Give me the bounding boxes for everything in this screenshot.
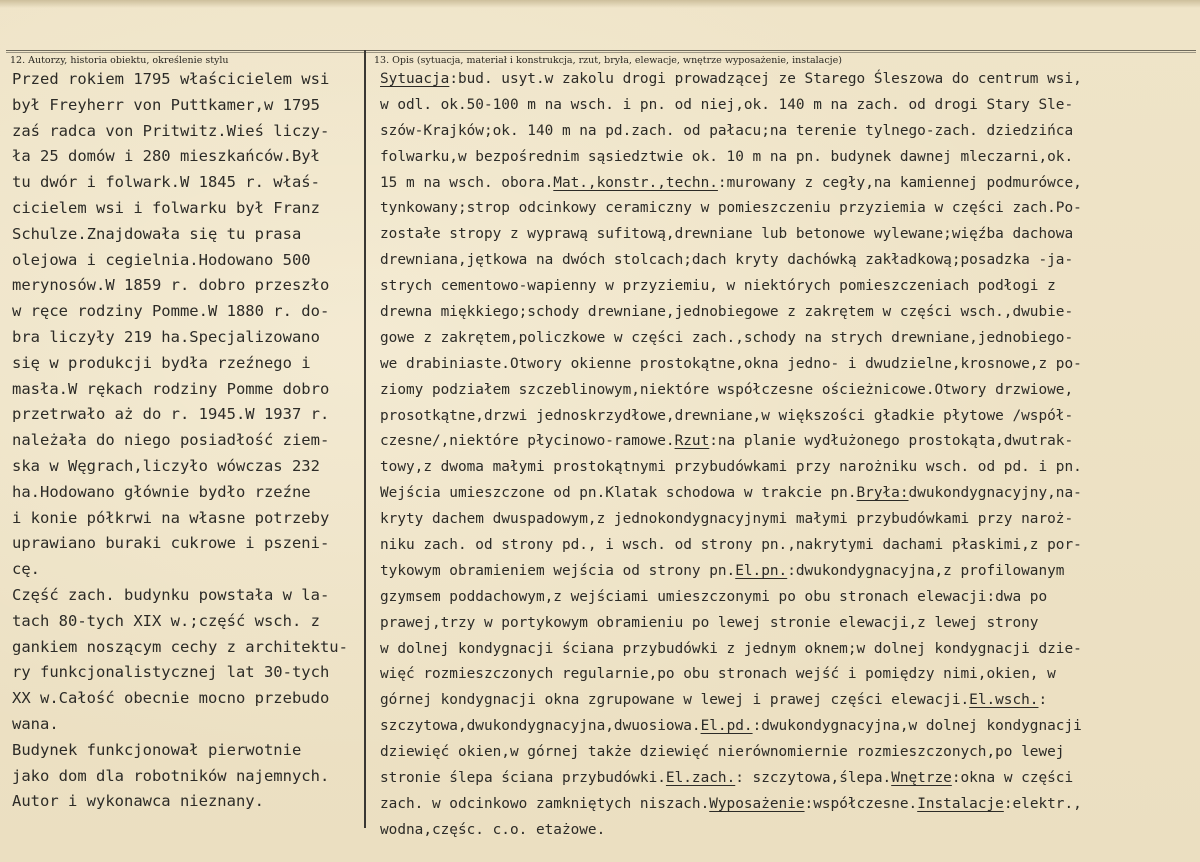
- description-text-line: [380, 455, 1195, 481]
- text-segment: kryty dachem dwuspadowym,z jednokondygnacyjnymi małymi przybudówkami przy naroż-: [380, 511, 1074, 528]
- description-text-line: [380, 688, 1195, 714]
- description-text-line: [380, 67, 1195, 93]
- description-text-line: [380, 145, 1195, 171]
- history-text-line: Schulze.Znajdowała się tu prasa: [12, 224, 302, 243]
- description-text-line: [380, 766, 1195, 792]
- header-rule: [6, 50, 1196, 51]
- text-segment: zach. w odcinkowo zamkniętych niszach.: [380, 795, 710, 812]
- history-text-line: masła.W rękach rodziny Pomme dobro: [12, 379, 330, 398]
- description-text-line: [380, 429, 1195, 455]
- description-text-line: [380, 740, 1195, 766]
- text-segment: : szczytowa,ślepa.: [735, 770, 892, 787]
- description-text-line: [380, 274, 1195, 300]
- text-segment: :dwukondygnacyjna,w dolnej kondygnacji: [752, 718, 1082, 735]
- history-text-line: należała do niego posiadłość ziem-: [12, 431, 330, 450]
- description-text-line: [380, 300, 1195, 326]
- history-text-line: w ręce rodziny Pomme.W 1880 r. do-: [12, 302, 330, 321]
- history-text-line: Autor i wykonawca nieznany.: [12, 792, 264, 811]
- history-text-line: był Freyherr von Puttkamer,w 1795: [12, 95, 320, 114]
- description-text-line: [380, 662, 1195, 688]
- text-segment: :na planie wydłużonego prostokąta,dwutrak-: [709, 433, 1074, 450]
- text-segment: strych cementowo-wapienny w przyziemiu, w niektórych pomieszczeniach podłogi z: [380, 278, 1056, 295]
- text-segment: :okna w części: [951, 770, 1074, 787]
- history-text-line: tu dwór i folwark.W 1845 r. właś-: [12, 173, 320, 192]
- text-segment: górnej kondygnacji okna zgrupowane w lewej i prawej części elewacji.: [380, 692, 970, 709]
- history-text-line: ry funkcjonalistycznej lat 30-tych: [12, 663, 330, 682]
- description-text-line: [380, 222, 1195, 248]
- history-text-line: wana.: [12, 714, 59, 733]
- text-segment: :dwukondygnacyjna,z profilowanym: [787, 562, 1065, 579]
- section-heading: Bryła:: [856, 485, 909, 502]
- text-segment: gowe z zakrętem,policzkowe w części zach.,schody na strych drewniane,jednobiego-: [380, 329, 1074, 346]
- text-segment: Wejścia umieszczone od pn.Klatak schodowa w trakcie pn.: [380, 485, 857, 502]
- text-segment: dwukondygnacyjny,na-: [908, 485, 1082, 502]
- history-text-line: Budynek funkcjonował pierwotnie: [12, 740, 302, 759]
- history-text-line: olejowa i cegielnia.Hodowano 500: [12, 250, 311, 269]
- text-segment: stronie ślepa ściana przybudówki.: [380, 770, 666, 787]
- description-text-line: [380, 559, 1195, 585]
- section-heading: El.wsch.: [969, 692, 1039, 709]
- text-segment: tynkowany;strop odcinkowy ceramiczny w pomieszczeniu przyziemia w części zach.Po-: [380, 200, 1082, 217]
- description-text-line: [380, 196, 1195, 222]
- history-text-line: ha.Hodowano głównie bydło rzeźne: [12, 482, 311, 501]
- text-segment: więć rozmieszczonych regularnie,po obu stronach wejść i pomiędzy nimi,okien, w: [380, 666, 1056, 683]
- description-column: [380, 67, 1195, 844]
- history-text-line: ska w Węgrach,liczyło wówczas 232: [12, 456, 320, 475]
- text-segment: tykowym obramieniem wejścia od strony pn.: [380, 562, 736, 579]
- history-column: [12, 67, 362, 815]
- history-text-line: merynosów.W 1859 r. dobro przeszło: [12, 276, 330, 295]
- history-text-line: Przed rokiem 1795 właścicielem wsi: [12, 70, 330, 88]
- text-segment: wodna,częśc. c.o. etażowe.: [380, 821, 606, 838]
- text-segment: zostałe stropy z wyprawą sufitową,drewniane lub betonowe wylewane;więźba dachowa: [380, 226, 1074, 243]
- description-text-line: [380, 378, 1195, 404]
- text-segment: gzymsem poddachowym,z wejściami umieszczonymi po obu stronach elewacji:dwa po: [380, 588, 1048, 605]
- text-segment: :elektr.,: [1003, 795, 1082, 812]
- header-rule-secondary: [6, 52, 1196, 53]
- history-text-line: uprawiano buraki cukrowe i pszeni-: [12, 534, 330, 553]
- section-heading: El.zach.: [665, 770, 736, 787]
- description-text-line: [380, 119, 1195, 145]
- description-text-line: [380, 352, 1195, 378]
- section-heading: Mat.,konstr.,techn.: [553, 174, 718, 191]
- history-text-line: XX w.Całość obecnie mocno przebudo: [12, 689, 330, 708]
- history-text-line: się w produkcji bydła rzeźnego i: [12, 353, 311, 372]
- column-divider: [364, 50, 366, 828]
- text-segment: drewniana,jętkowa na dwóch stolcach;dach kryty dachówką zakładkową;posadzka -ja-: [380, 252, 1074, 269]
- description-text-line: [380, 585, 1195, 611]
- description-text-line: [380, 533, 1195, 559]
- text-segment: prosotkątne,drzwi jednoskrzydłowe,drewniane,w większości gładkie płytowe /współ-: [380, 407, 1074, 424]
- description-text-line: [380, 611, 1195, 637]
- description-text-line: [380, 93, 1195, 119]
- history-text-line: bra liczyły 219 ha.Specjalizowano: [12, 327, 320, 346]
- text-segment: w dolnej kondygnacji ściana przybudówki z jednym oknem;w dolnej kondygnacji dzie-: [380, 640, 1082, 657]
- text-segment: czesne/,niektóre płycinowo-ramowe.: [380, 433, 675, 450]
- history-text-line: cicielem wsi i folwarku był Franz: [12, 198, 320, 217]
- text-segment: we drabiniaste.Otwory okienne prostokątne,okna jedno- i dwudzielne,krosnowe,z po-: [380, 355, 1082, 372]
- history-text-line: gankiem noszącym cechy z architektu-: [12, 637, 348, 656]
- section-heading: Wyposażenie: [709, 795, 805, 812]
- section-13-header: 13. Opis (sytuacja, materiał i konstrukcja, rzut, bryła, elewacje, wnętrze wyposażenie, instalacje): [374, 55, 842, 66]
- description-text-line: [380, 818, 1195, 844]
- section-heading: Instalacje: [917, 795, 1004, 812]
- history-text-line: i konie półkrwi na własne potrzeby: [12, 508, 330, 527]
- text-segment: drewna miękkiego;schody drewniane,jednobiegowe z zakrętem w części wsch.,dwubie-: [380, 304, 1074, 321]
- text-segment: w odl. ok.50-100 m na wsch. i pn. od niej,ok. 140 m na zach. od drogi Stary Sle-: [380, 96, 1074, 113]
- history-text-line: ła 25 domów i 280 mieszkańców.Był: [12, 147, 320, 166]
- text-segment: szów-Krajków;ok. 140 m na pd.zach. od pałacu;na terenie tylnego-zach. dziedzińca: [380, 122, 1074, 139]
- description-text-line: [380, 792, 1195, 818]
- text-segment: :współczesne.: [804, 795, 918, 812]
- history-text-line: zaś radca von Pritwitz.Wieś liczy-: [12, 121, 330, 140]
- description-text-line: [380, 637, 1195, 663]
- text-segment: :murowany z cegły,na kamiennej podmurówce,: [717, 174, 1082, 191]
- section-heading: El.pd.: [700, 718, 753, 735]
- text-segment: ziomy podziałem szczeblinowym,niektóre współczesne ościeżnicowe.Otwory drzwiowe,: [380, 381, 1074, 398]
- description-text-line: [380, 507, 1195, 533]
- text-segment: dziewięć okien,w górnej także dziewięć nierównomiernie rozmieszczonych,po lewej: [380, 744, 1065, 761]
- text-segment: niku zach. od strony pd., i wsch. od strony pn.,nakrytymi dachami płaskimi,z por-: [380, 537, 1082, 554]
- text-segment: towy,z dwoma małymi prostokątnymi przybudówkami przy narożniku wsch. od pd. i pn.: [380, 459, 1082, 476]
- history-text-line: Część zach. budynku powstała w la-: [12, 585, 330, 604]
- history-text-line: przetrwało aż do r. 1945.W 1937 r.: [12, 405, 330, 424]
- description-text-line: [380, 404, 1195, 430]
- section-heading: El.pn.: [735, 562, 788, 579]
- description-text-line: [380, 326, 1195, 352]
- text-segment: :bud. usyt.w zakolu drogi prowadzącej ze Starego Śleszowa do centrum wsi,: [449, 71, 1082, 87]
- history-text-line: cę.: [12, 560, 40, 579]
- paper-edge: [0, 0, 1200, 8]
- history-text-line: tach 80-tych XIX w.;część wsch. z: [12, 611, 320, 630]
- text-segment: folwarku,w bezpośrednim sąsiedztwie ok. 10 m na pn. budynek dawnej mleczarni,ok.: [380, 148, 1074, 165]
- description-text-line: [380, 248, 1195, 274]
- section-heading: Sytuacja: [380, 71, 450, 87]
- description-text-line: [380, 171, 1195, 197]
- history-text-line: jako dom dla robotników najemnych.: [12, 766, 330, 785]
- description-text-line: [380, 714, 1195, 740]
- text-segment: :: [1038, 692, 1048, 709]
- section-heading: Rzut: [674, 433, 710, 450]
- text-segment: 15 m na wsch. obora.: [380, 174, 554, 191]
- text-segment: prawej,trzy w portykowym obramieniu po lewej stronie elewacji,z lewej strony: [380, 614, 1039, 631]
- section-12-header: 12. Autorzy, historia obiektu, określenie stylu: [10, 55, 229, 66]
- section-heading: Wnętrze: [891, 770, 952, 787]
- text-segment: szczytowa,dwukondygnacyjna,dwuosiowa.: [380, 718, 701, 735]
- description-text-line: [380, 481, 1195, 507]
